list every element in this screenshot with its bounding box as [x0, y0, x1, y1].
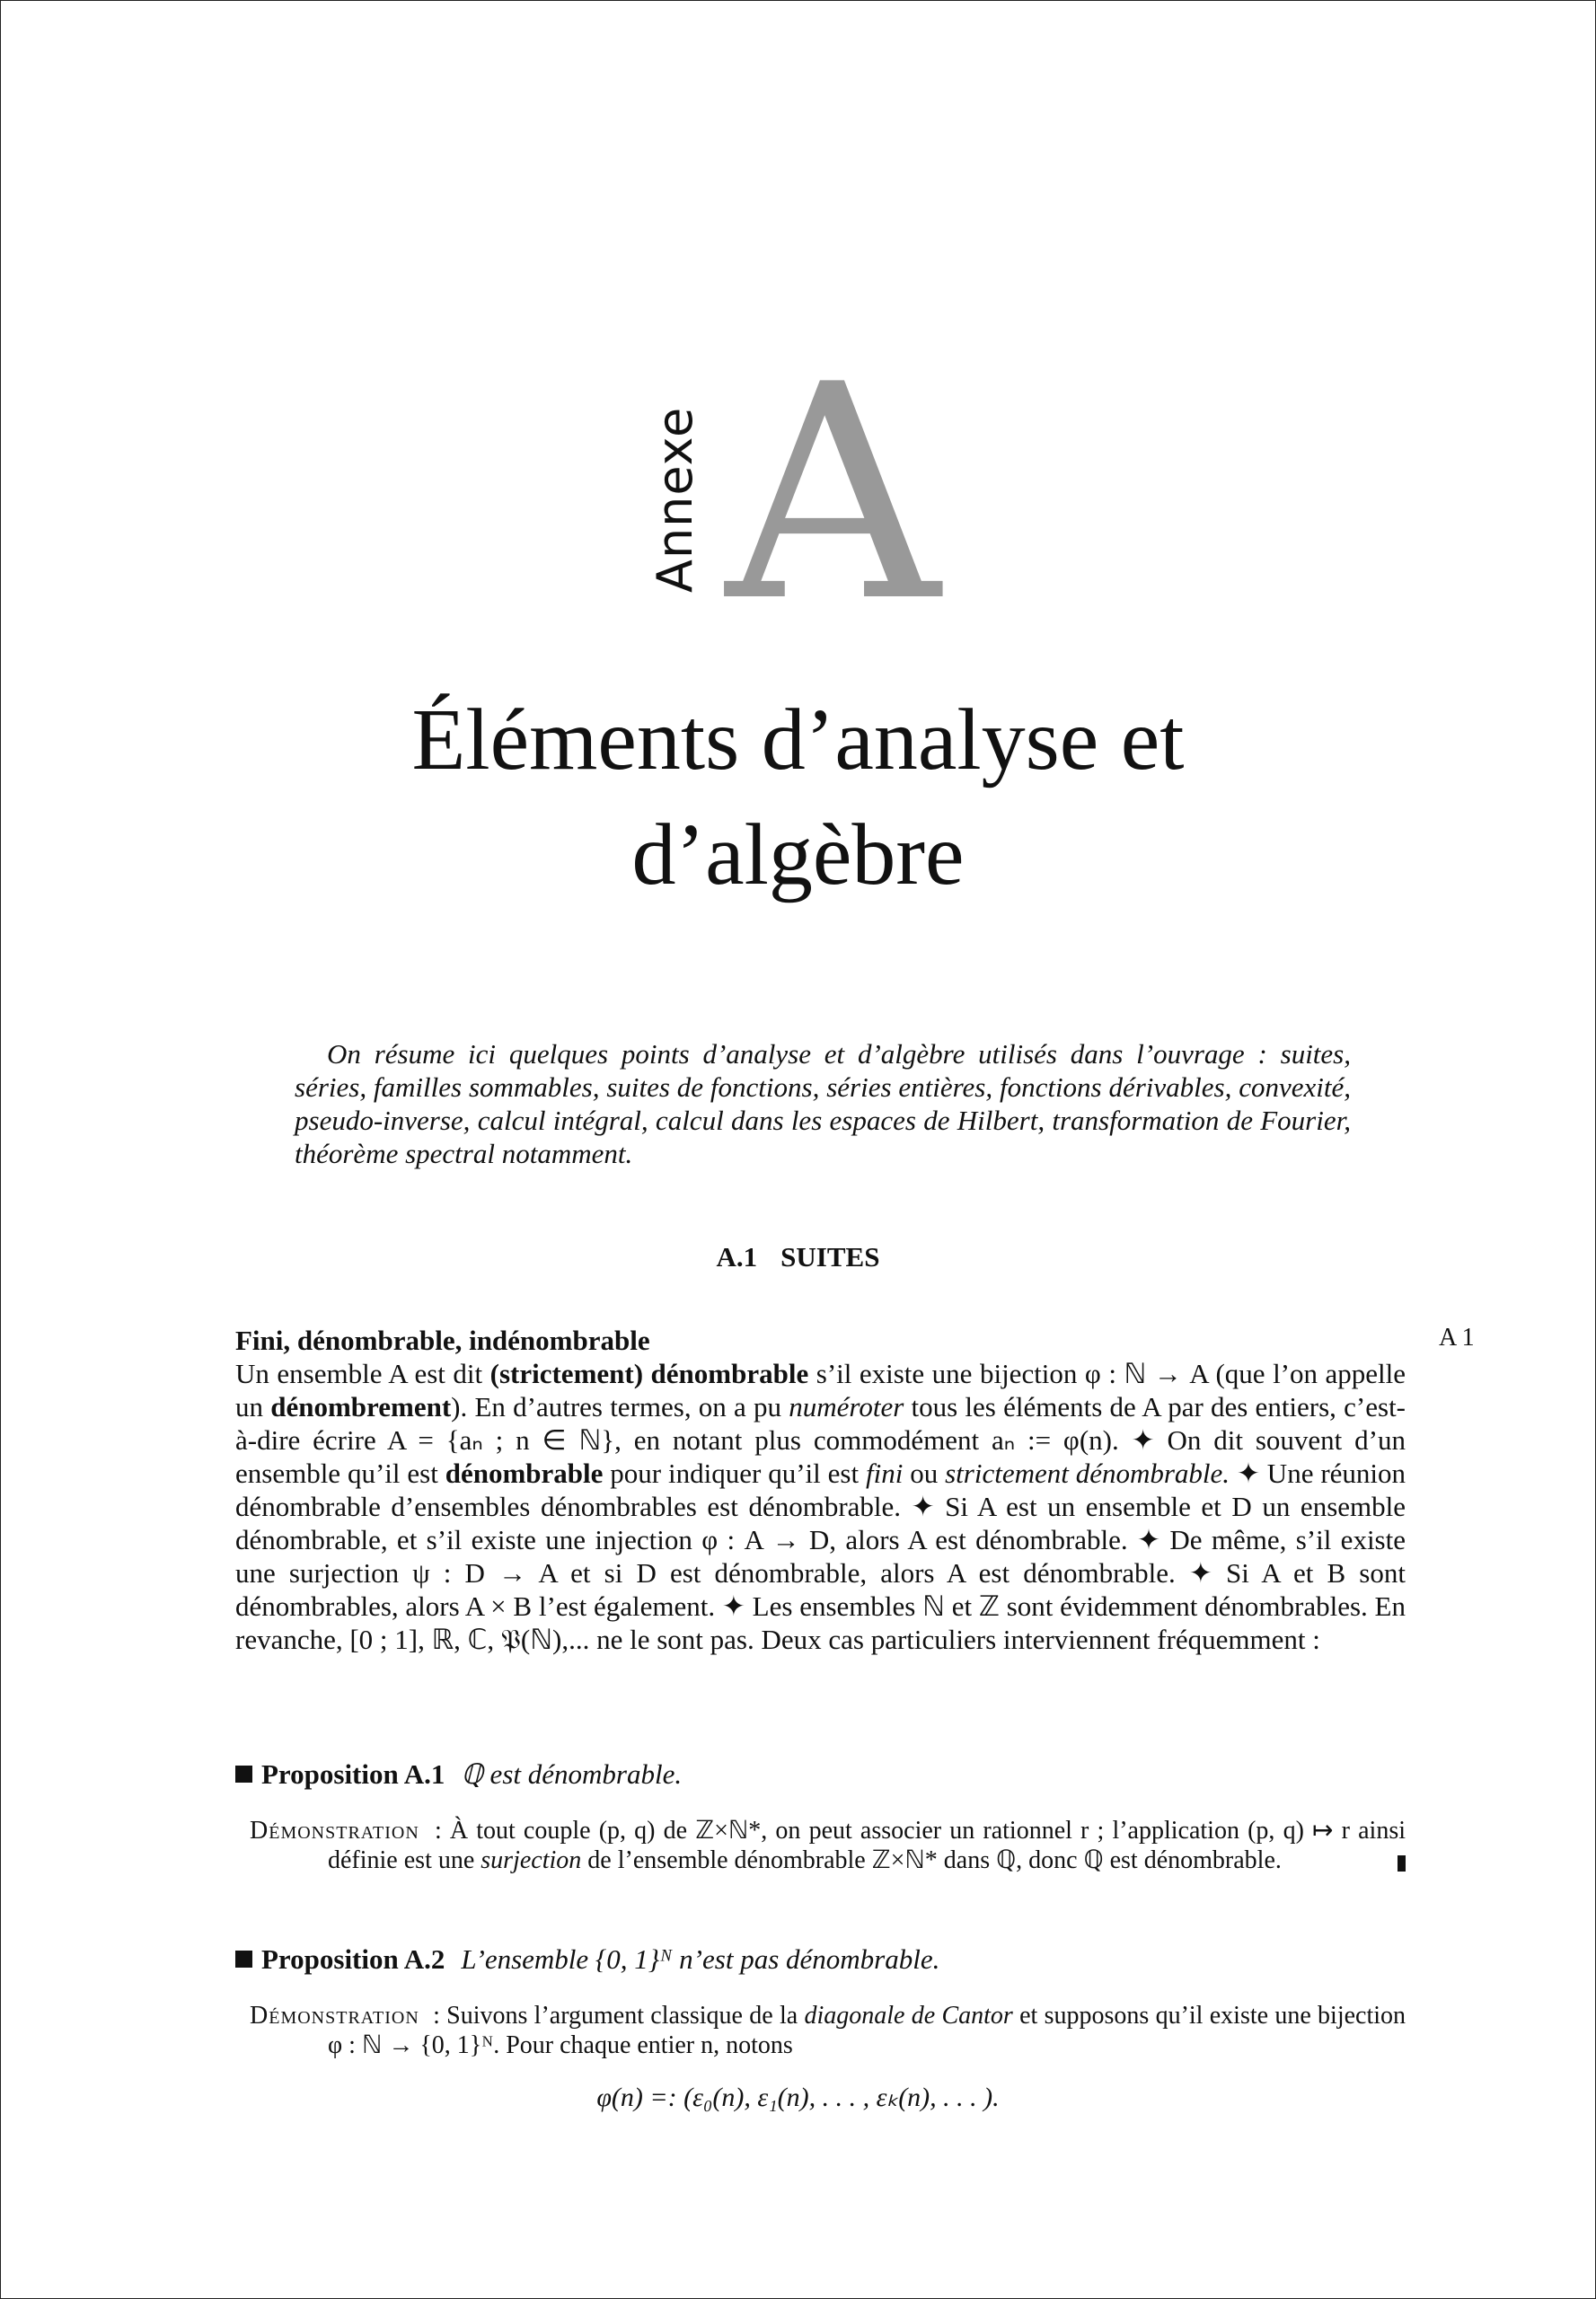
- subsection-paragraph: [235, 1357, 1406, 1656]
- abstract: On résume ici quelques points d’analyse et d’algèbre utilisés dans l’ouvrage : suites, séries, familles sommables, suites de fonctions, séries entières, fonctions dérivables, convexité, pseudo-inverse, calcul intégral, calcul dans les espaces de Hilbert, transformation de Fourier, théorème spectral notamment.: [295, 1038, 1351, 1169]
- italic-term: surjection: [481, 1846, 582, 1874]
- section-number: A.1: [716, 1241, 758, 1273]
- annexe-label: Annexe: [647, 406, 703, 593]
- section-title: SUITES: [780, 1241, 880, 1273]
- margin-note: A 1: [1439, 1324, 1475, 1352]
- chapter-title: [0, 683, 1596, 912]
- square-bullet-icon: [235, 1766, 252, 1783]
- text-run: : Suivons l’argument classique de la: [433, 2002, 798, 2030]
- text-run: : À tout couple (p, q) de ℤ×ℕ*, on peut associer un rationnel r ; l’application (p, q) ↦ r ainsi définie est une: [328, 1817, 1406, 1874]
- demonstration-label: Démonstration: [250, 2002, 419, 2030]
- proposition-label: Proposition A.1: [261, 1758, 445, 1790]
- proposition-statement: L’ensemble {0, 1}ᴺ n’est pas dénombrable.: [461, 1943, 940, 1975]
- text-run: ou: [910, 1458, 939, 1489]
- text-run: ). En d’autres termes, on a pu: [451, 1391, 782, 1423]
- text-run: ✦ Une réunion dénombrable d’ensembles dénombrables est dénombrable. ✦ Si A est un ensemble et D un ensemble dénombrable, et s’il existe une injection φ : A → D, alors A est dénombrable. ✦ De même, s’il existe une surjection ψ : D → A et si D est dénombrable, alors A est dénombrable. ✦ Si A et B sont dénombrables, alors A × B l’est également. ✦ Les ensembles ℕ et ℤ sont évidemment dénombrables. En revanche, [0 ; 1], ℝ, ℂ, 𝔓(ℕ),... ne le sont pas. Deux cas particuliers interviennent fréquemment :: [235, 1458, 1406, 1655]
- proposition-statement: ℚ est dénombrable.: [461, 1758, 683, 1790]
- bold-term: dénombrable: [445, 1458, 604, 1489]
- italic-term: numéroter: [789, 1391, 904, 1423]
- section-heading: [0, 1241, 1596, 1273]
- italic-term: strictement dénombrable.: [945, 1458, 1230, 1489]
- annexe-letter: A: [726, 322, 940, 666]
- chapter-title-line1: Éléments d’analyse et: [411, 691, 1185, 788]
- demonstration-1: [250, 1816, 1406, 1875]
- demonstration-label: Démonstration: [250, 1817, 419, 1845]
- text-run: de l’ensemble dénombrable ℤ×ℕ* dans ℚ, donc ℚ est dénombrable.: [587, 1846, 1282, 1874]
- subsection-block: [235, 1324, 1406, 1656]
- text-run: tous les éléments de A par des entiers, c’est-à-dire écrire A = {aₙ ; n ∈ ℕ}, en notant plus commodément aₙ := φ(n). ✦ On dit souvent d’un ensemble qu’il est: [235, 1391, 1406, 1489]
- display-formula: φ(n) =: (ε₀(n), ε₁(n), . . . , εₖ(n), . . . ).: [596, 2083, 1000, 2112]
- proposition-a2: [235, 1943, 1406, 1976]
- demonstration-2: [250, 2001, 1406, 2060]
- bold-term: (strictement) dénombrable: [489, 1358, 809, 1389]
- italic-term: diagonale de Cantor: [804, 2002, 1013, 2030]
- proposition-a1: [235, 1758, 1406, 1791]
- bold-term: dénombrement: [270, 1391, 452, 1423]
- subsection-title: Fini, dénombrable, indénombrable: [235, 1325, 650, 1356]
- italic-term: fini: [865, 1458, 904, 1489]
- text-run: Un ensemble A est dit: [235, 1358, 483, 1389]
- text-run: s’il existe une bijection φ : ℕ → A (que l’on appelle un: [235, 1358, 1406, 1423]
- proposition-label: Proposition A.2: [261, 1943, 445, 1975]
- qed-icon: [1398, 1855, 1406, 1872]
- square-bullet-icon: [235, 1951, 252, 1968]
- text-run: et supposons qu’il existe une bijection φ : ℕ → {0, 1}ᴺ. Pour chaque entier n, notons: [328, 2002, 1406, 2059]
- text-run: pour indiquer qu’il est: [610, 1458, 860, 1489]
- chapter-title-line2: d’algèbre: [631, 806, 965, 903]
